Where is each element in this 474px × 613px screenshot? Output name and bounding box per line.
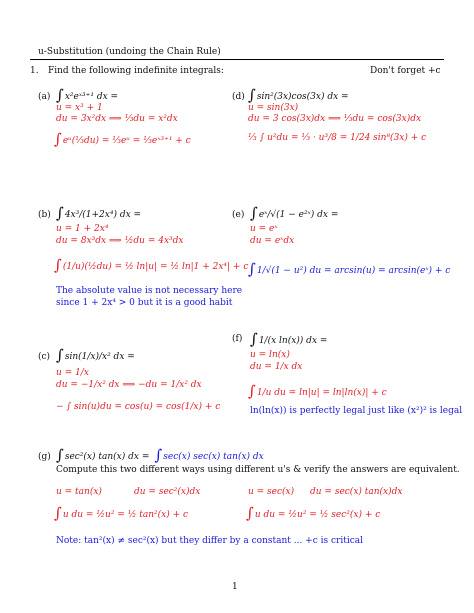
reminder-text: Don't forget +c xyxy=(370,66,441,76)
problem-a-step3: ∫eᵘ(⅓du) = ⅓eᵘ = ⅓eˣ³⁺¹ + c xyxy=(54,129,191,148)
problem-c-step3: − ∫ sin(u)du = cos(u) = cos(1/x) + c xyxy=(56,402,221,412)
problem-e-step2: du = eˣdx xyxy=(250,236,295,246)
problem-a-step1: u = x³ + 1 xyxy=(56,103,103,113)
problem-g-right-du: du = sec(x) tan(x)dx xyxy=(310,487,403,497)
problem-e-integral: ∫eˣ/√(1 − e²ˣ) dx = xyxy=(250,203,339,222)
problem-b-step2: du = 8x³dx ⟹ ½du = 4x³dx xyxy=(56,236,184,246)
section-instruction: Find the following indefinite integrals: xyxy=(48,66,224,76)
problem-a-label: (a) xyxy=(38,92,51,102)
problem-b-step1: u = 1 + 2x⁴ xyxy=(56,224,109,234)
problem-f-note: ln(ln(x)) is perfectly legal just like (x²)² is legal xyxy=(250,406,463,416)
problem-d-step1: u = sin(3x) xyxy=(248,103,299,113)
problem-g-left-result: ∫u du = ½u² = ½ tan²(x) + c xyxy=(54,503,189,522)
problem-g-integral: ∫sec²(x) tan(x) dx = ∫sec(x) sec(x) tan(x) dx xyxy=(56,445,264,464)
problem-b-integral: ∫4x³/(1+2x⁴) dx = xyxy=(56,203,142,222)
problem-e-label: (e) xyxy=(232,210,245,220)
problem-b-label: (b) xyxy=(38,210,51,220)
problem-c-step1: u = 1/x xyxy=(56,368,89,378)
problem-c-integral: ∫sin(1/x)/x² dx = xyxy=(56,345,135,364)
problem-g-left-du: du = sec²(x)dx xyxy=(134,487,201,497)
page-number: 1 xyxy=(232,582,238,592)
problem-g-note: Note: tan²(x) ≠ sec²(x) but they differ by a constant ... +c is critical xyxy=(56,536,363,546)
problem-c-step2: du = −1/x² dx ⟹ −du = 1/x² dx xyxy=(56,380,202,390)
problem-g-instruction: Compute this two different ways using different u's & verify the answers are equivalent. xyxy=(56,465,460,475)
problem-d-step3: ⅓ ∫ u²du = ⅓ · u³/8 = 1/24 sin⁸(3x) + c xyxy=(248,133,427,143)
problem-g-right-result: ∫u du = ½u² = ½ sec²(x) + c xyxy=(246,503,381,522)
problem-g-label: (g) xyxy=(38,452,51,462)
problem-b-note-line2: since 1 + 2x⁴ > 0 but it is a good habit xyxy=(56,298,233,308)
problem-c-label: (c) xyxy=(38,352,51,362)
problem-g-left-u: u = tan(x) xyxy=(56,487,102,497)
problem-a-integral: ∫x²eˣ³⁺¹ dx = xyxy=(56,85,119,104)
problem-f-step3: ∫1/u du = ln|u| = ln|ln(x)| + c xyxy=(248,381,387,400)
header-rule xyxy=(30,59,444,60)
problem-d-integral: ∫sin²(3x)cos(3x) dx = xyxy=(248,85,349,104)
problem-b-note-line1: The absolute value is not necessary here xyxy=(56,286,243,296)
section-number: 1. xyxy=(30,66,39,76)
problem-f-step2: du = 1/x dx xyxy=(250,362,303,372)
problem-f-step1: u = ln(x) xyxy=(250,350,290,360)
problem-a-step2: du = 3x²dx ⟹ ⅓du = x²dx xyxy=(56,114,178,124)
problem-g-right-u: u = sec(x) xyxy=(248,487,295,497)
problem-f-integral: ∫1/(x ln(x)) dx = xyxy=(250,329,328,348)
problem-e-step3: ∫1/√(1 − u²) du = arcsin(u) = arcsin(eˣ) + c xyxy=(248,259,451,278)
problem-b-step3: ∫(1/u)(½du) = ½ ln|u| = ½ ln|1 + 2x⁴| + c xyxy=(54,255,249,274)
problem-e-step1: u = eˣ xyxy=(250,224,278,234)
page-title: u-Substitution (undoing the Chain Rule) xyxy=(38,47,221,57)
problem-d-label: (d) xyxy=(232,92,245,102)
problem-d-step2: du = 3 cos(3x)dx ⟹ ⅓du = cos(3x)dx xyxy=(248,114,422,124)
problem-f-label: (f) xyxy=(232,334,243,344)
